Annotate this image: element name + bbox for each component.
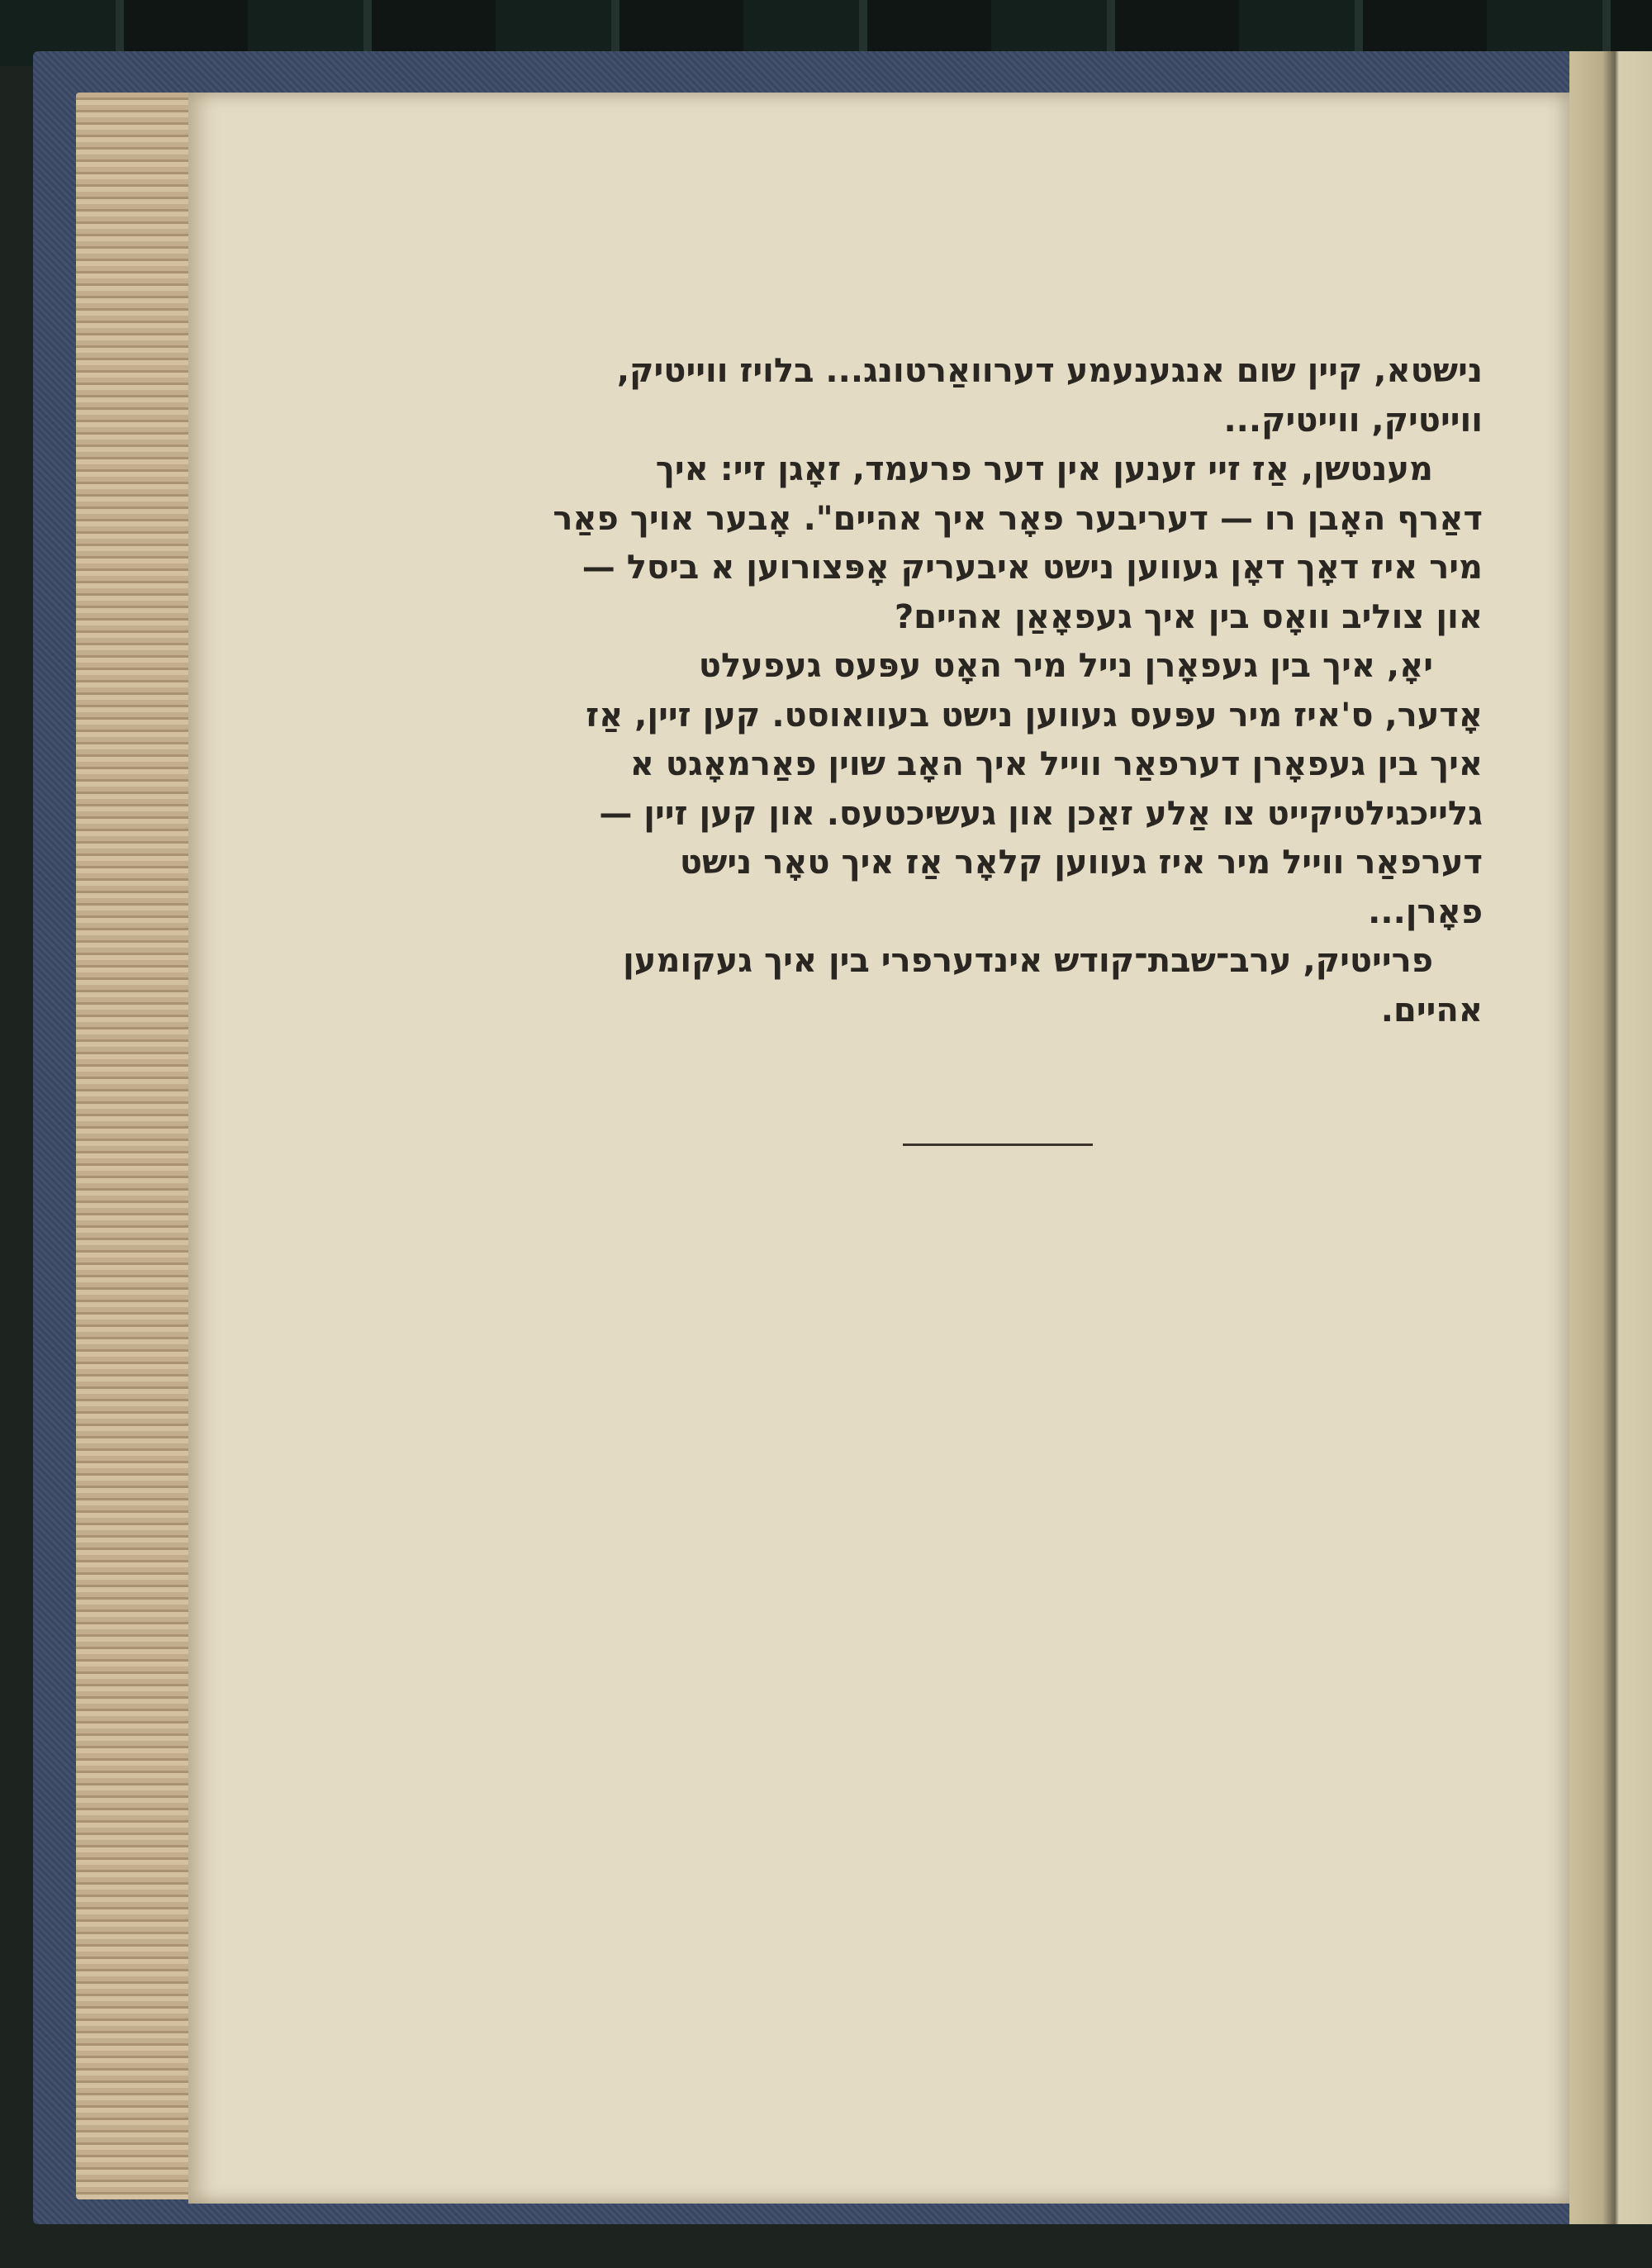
text-line: דאַרף האָבן רו — דעריבער פאָר איך אהיים". אָבער אויך פאַר [553,499,1483,538]
section-divider [903,1144,1093,1146]
paragraph-1 [520,347,1483,445]
paragraph-2 [520,445,1483,642]
book-page [188,93,1569,2204]
text-line: יאָ, איך בין געפאָרן נייל מיר האָט עפּעס געפעלט [698,647,1433,685]
text-line: איך בין געפאָרן דערפאַר ווייל איך האָב שוין פאַרמאָגט א [629,745,1483,783]
paragraph-3 [520,642,1483,937]
text-line: נישטא, קיין שום אנגענעמע דערוואַרטונג... בלויז ווייטיק, [616,352,1483,390]
text-line: ווייטיק, ווייטיק... [1223,401,1483,440]
text-line: פרייטיק, ערב־שבת־קודש אינדערפרי בין איך געקומען [623,942,1433,980]
text-line: אָדער, ס'איז מיר עפּעס געווען נישט בעוואוסט. קען זיין, אַז [586,696,1483,735]
body-text [520,347,1483,1035]
text-line: דערפאַר ווייל מיר איז געווען קלאָר אַז איך טאָר נישט [679,844,1483,882]
text-line: אהיים. [1380,991,1483,1029]
text-line: און צוליב וואָס בין איך געפאָאַן אהיים? [894,597,1483,636]
text-line: מענטשן, אַז זיי זענען אין דער פרעמד, זאָגן זיי: איך [655,450,1433,488]
text-line: פאָרן... [1368,892,1483,931]
text-line: מיר איז דאָך דאָן געווען נישט איבעריק אָפּצורוען א ביסל — [582,549,1483,587]
paragraph-4 [520,937,1483,1035]
facing-page-edge [1569,51,1652,2224]
page-edges [76,93,200,2199]
text-line: גלייכגילטיקייט צו אַלע זאַכן און געשיכטעס. און קען זיין — [599,794,1483,833]
